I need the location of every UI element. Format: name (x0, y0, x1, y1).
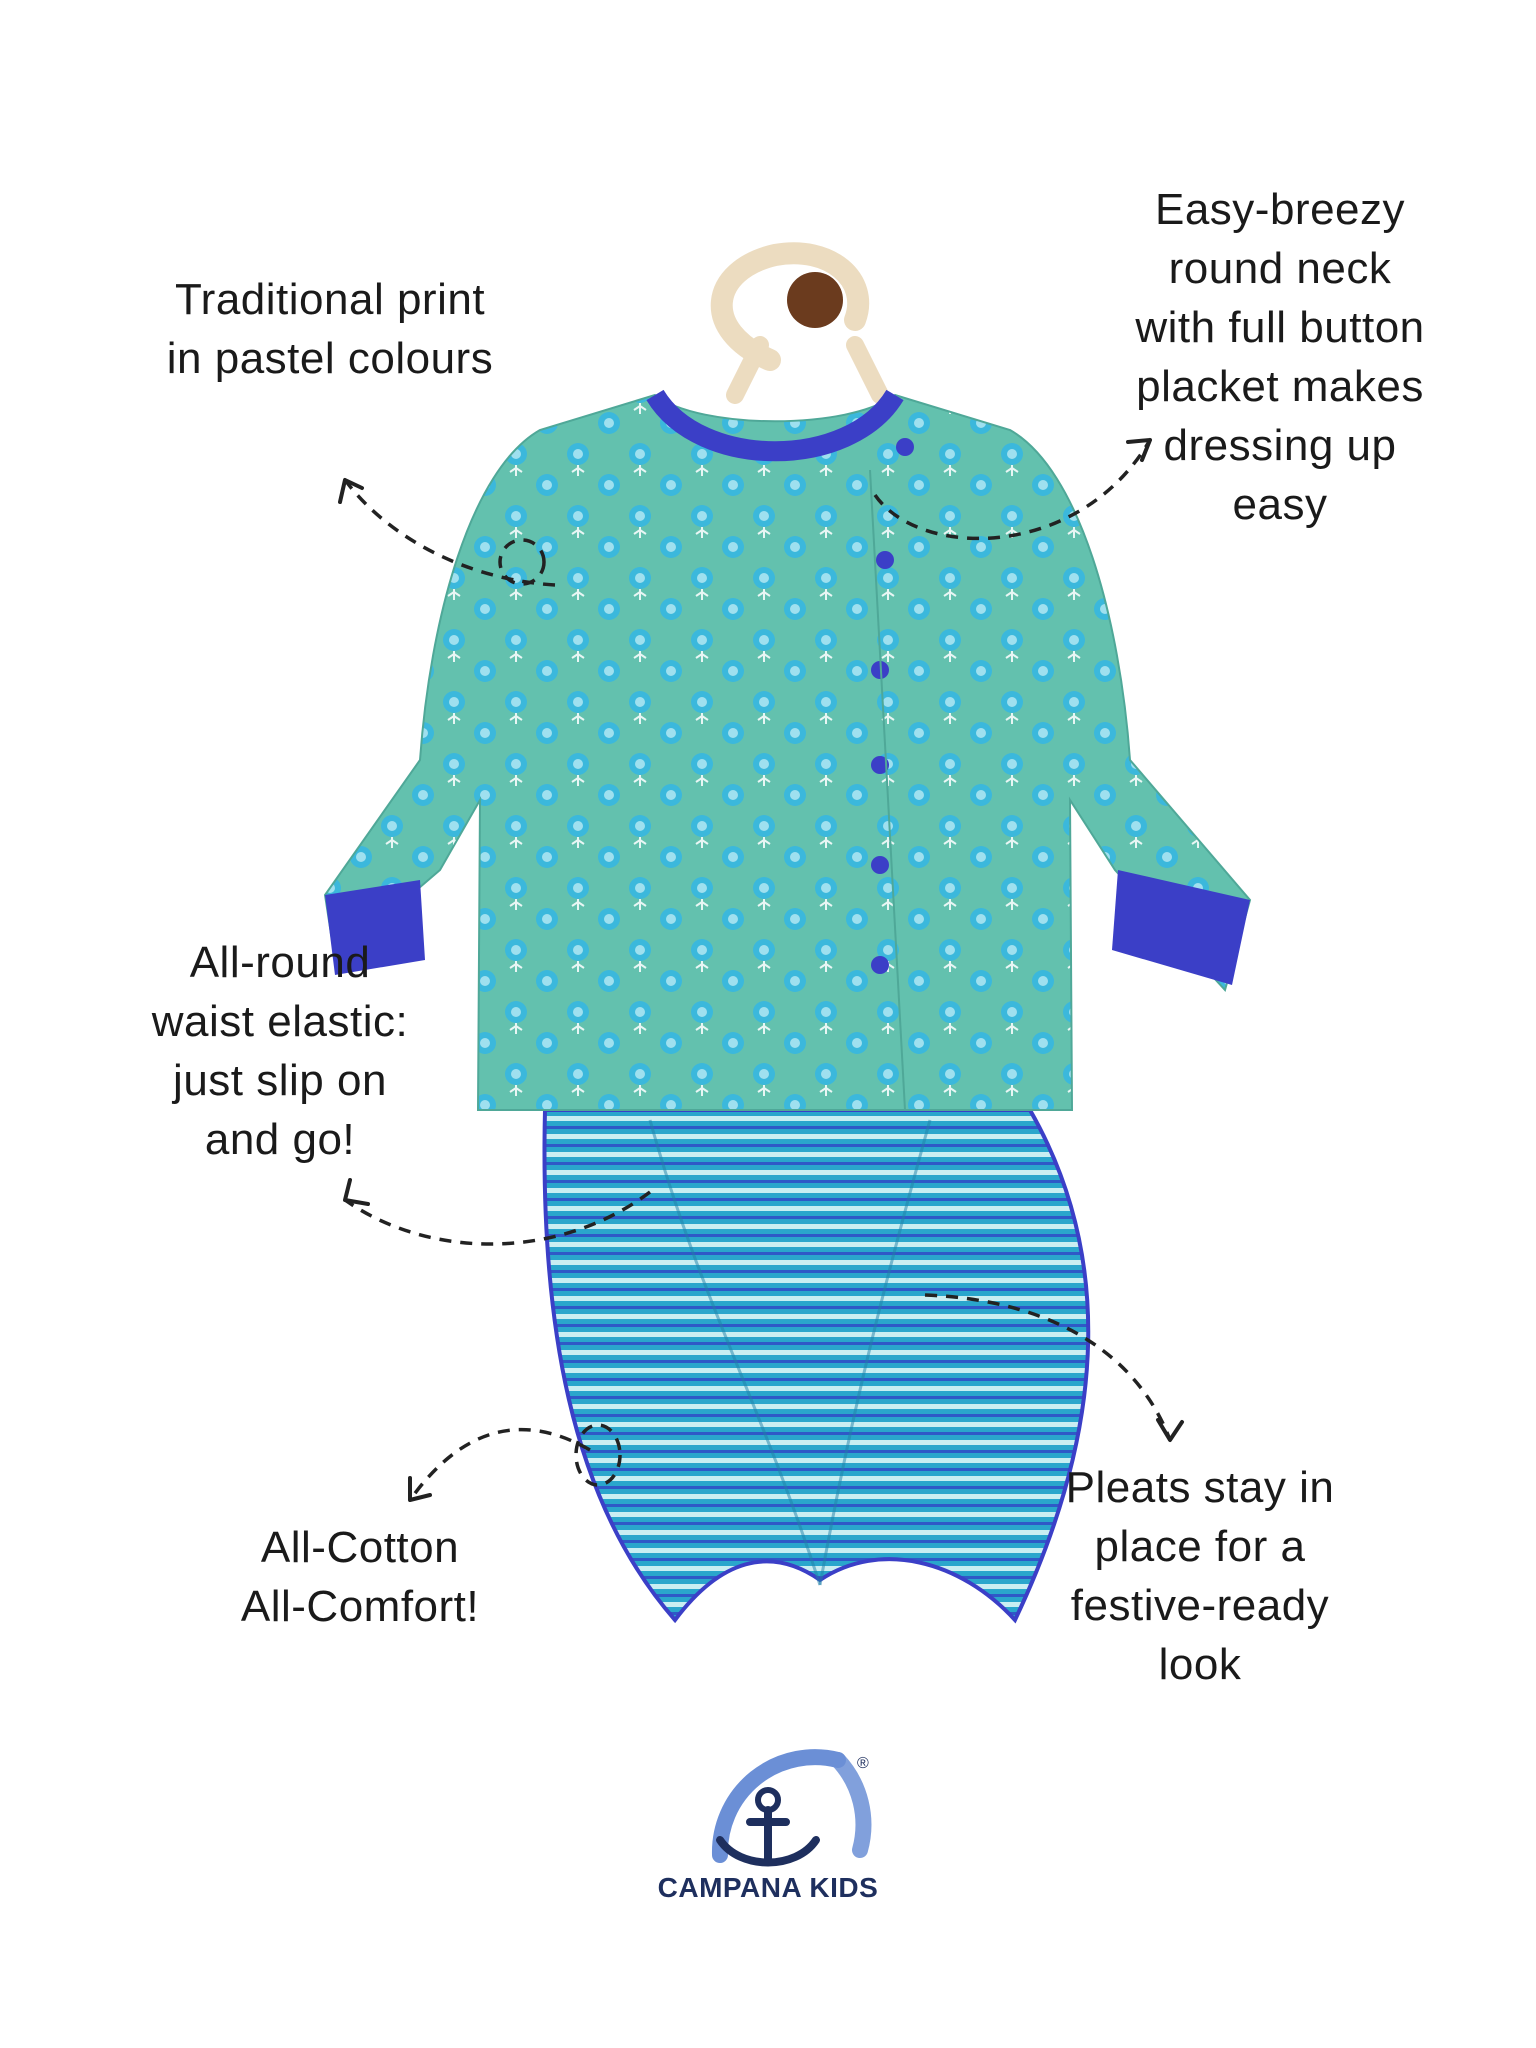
registered-mark: ® (857, 1755, 869, 1772)
callout-pleats-line: festive-ready (1070, 1581, 1330, 1630)
callout-waist (120, 933, 440, 1169)
callout-pleats-line: Pleats stay in (1065, 1463, 1335, 1512)
callout-waist-line: and go! (204, 1115, 356, 1164)
callout-neck-line: placket makes (1136, 362, 1424, 411)
callout-pleats (1030, 1458, 1370, 1694)
callout-neck-line: with full button (1135, 303, 1425, 352)
callout-cotton-line: All-Cotton (260, 1523, 460, 1572)
callout-neck-line: easy (1232, 480, 1328, 529)
callout-neck-line: round neck (1168, 244, 1392, 293)
callout-pleats-line: place for a (1094, 1522, 1306, 1571)
callout-print-line: Traditional print (174, 275, 486, 324)
callout-cotton (190, 1518, 530, 1636)
brand-name: CAMPANA KIDS (657, 1872, 879, 1903)
callout-neck-line: dressing up (1163, 421, 1397, 470)
callout-neck-line: Easy-breezy (1154, 185, 1406, 234)
hanger (722, 253, 880, 395)
callout-print-line: in pastel colours (166, 334, 494, 383)
callout-print (130, 270, 530, 388)
callout-neck (1090, 180, 1470, 534)
callout-cotton-line: All-Comfort! (240, 1582, 480, 1631)
callout-waist-line: All-round (189, 938, 371, 987)
anchor-icon (720, 1757, 863, 1862)
callout-pleats-line: look (1158, 1640, 1242, 1689)
callout-waist-line: just slip on (173, 1056, 387, 1105)
dhoti (544, 1110, 1088, 1620)
callout-waist-line: waist elastic: (151, 997, 409, 1046)
